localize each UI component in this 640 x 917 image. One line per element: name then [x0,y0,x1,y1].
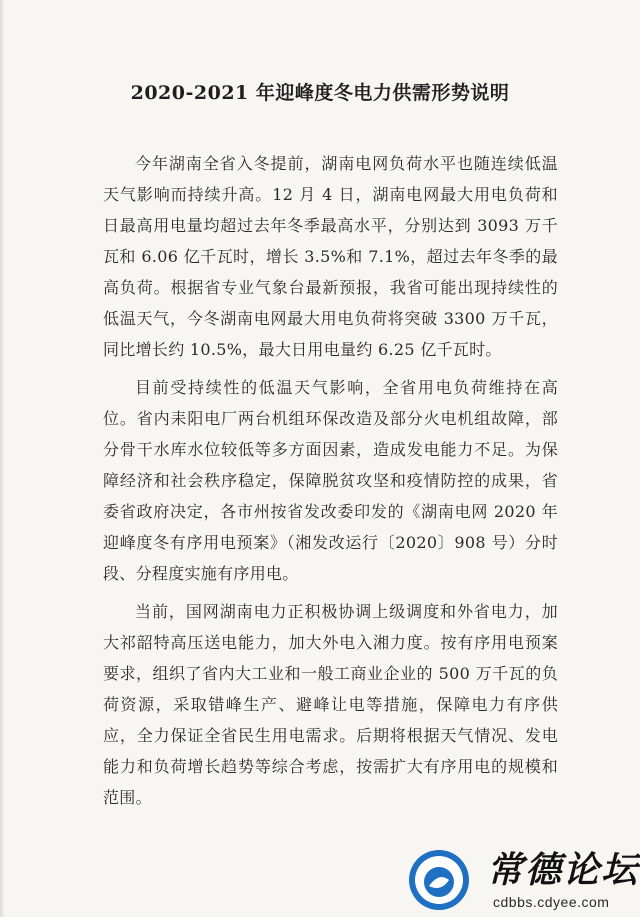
page-edge-shadow [0,0,5,917]
paragraph-2: 目前受持续性的低温天气影响，全省用电负荷维持在高位。省内耒阳电厂两台机组环保改造及部分火电机组故障，部分骨干水库水位较低等多方面因素，造成发电能力不足。为保障经济和社会秩序稳定，保障脱贫攻坚和疫情防控的成果，省委省政府决定，各市州按省发改委印发的《湖南电网 2020 年迎峰度冬有序用电预案》（湘发改运行〔2020〕908 号）分时段、分程度实施有序用电。 [103,378,558,583]
document-body [103,148,558,820]
forum-logo-icon [405,846,473,914]
paragraph-3: 当前，国网湖南电力正积极协调上级调度和外省电力，加大祁韶特高压送电能力，加大外电入湘力度。按有序用电预案要求，组织了省内大工业和一般工商业企业的 500 万千瓦的负荷资源，采取错峰生产、避峰让电等措施，保障电力有序供应，全力保证全省民生用电需求。后期将根据天气情况、发电能力和负荷增长趋势等综合考虑，按需扩大有序用电的规模和范围。 [103,602,558,807]
document-title: 2020-2021 年迎峰度冬电力供需形势说明 [130,82,510,104]
watermark-site-name: 常德论坛 [487,849,640,891]
watermark-url: cdbbs.cdyee.com [493,894,610,910]
paragraph-1: 今年湖南全省入冬提前，湖南电网负荷水平也随连续低温天气影响而持续升高。12 月 4 日，湖南电网最大用电负荷和日最高用电量均超过去年冬季最高水平，分别达到 3093 万千瓦和 6.06 亿千瓦时，增长 3.5%和 7.1%，超过去年冬季的最高负荷。根据省专业气象台最新预报，我省可能出现持续性的低温天气，今冬湖南电网最大用电负荷将突破 3300 万千瓦，同比增长约 10.5%，最大日用电量约 6.25 亿千瓦时。 [103,154,558,359]
site-watermark [405,838,640,917]
